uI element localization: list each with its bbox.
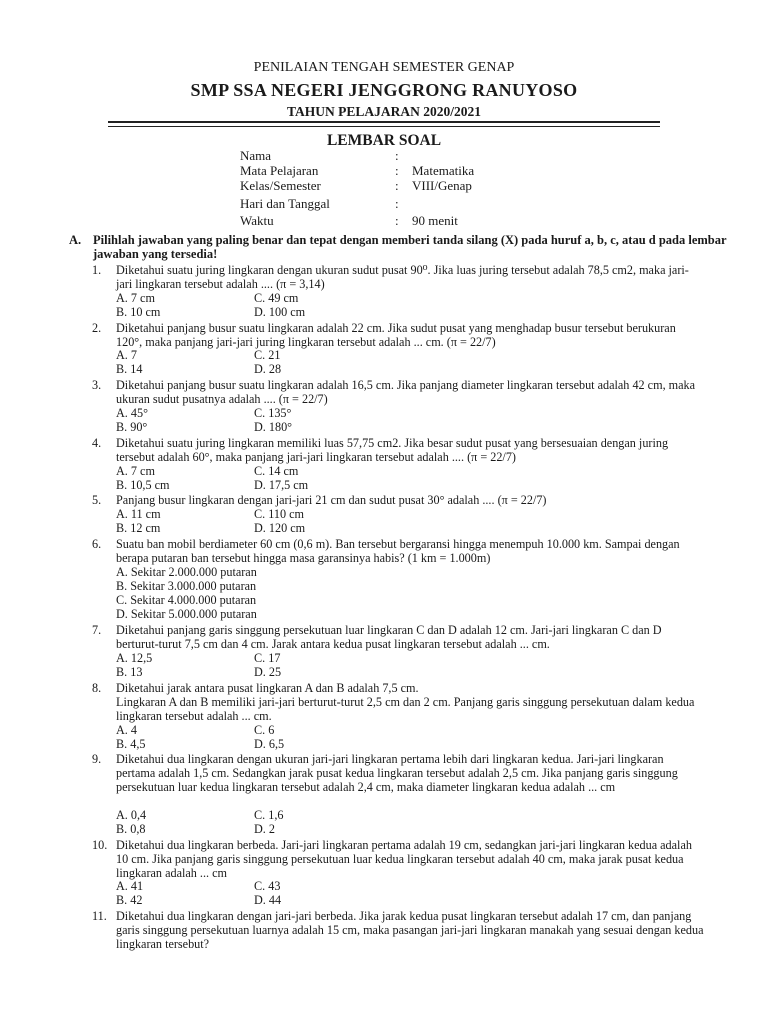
question-text: Diketahui dua lingkaran berbeda. Jari-jari lingkaran pertama adalah 19 cm, sedangkan jari-jari lingkaran kedua adalah 10 cm. Jika panjang garis singgung persekutuan luar kedua lingkaran tersebut adalah 40 cm, maka jarak pusat kedua lingkaran adalah ... cm bbox=[116, 838, 692, 880]
option-a: A. 4 bbox=[116, 723, 137, 737]
option-c: C. 49 cm bbox=[254, 291, 299, 305]
question-number: 2. bbox=[92, 321, 102, 335]
identity-colon: : bbox=[395, 148, 399, 163]
option-d: D. Sekitar 5.000.000 putaran bbox=[116, 607, 257, 621]
option-a: A. 7 bbox=[116, 348, 137, 362]
option-a: A. 41 bbox=[116, 879, 144, 893]
option-c: C. 135° bbox=[254, 406, 292, 420]
question-text: Diketahui jarak antara pusat lingkaran A dan B adalah 7,5 cm. bbox=[116, 681, 419, 695]
identity-label: Kelas/Semester bbox=[240, 178, 321, 193]
option-a: A. 11 cm bbox=[116, 507, 161, 521]
option-d: D. 17,5 cm bbox=[254, 478, 309, 492]
question-text: Diketahui suatu juring lingkaran memiliki luas 57,75 cm2. Jika besar sudut pusat yang bersesuaian dengan juring tersebut adalah 60°, maka panjang jari-jari lingkaran tersebut adalah .... (π = 22/7) bbox=[116, 436, 669, 464]
option-b: B. 0,8 bbox=[116, 822, 146, 836]
identity-label: Hari dan Tanggal bbox=[240, 196, 330, 211]
option-d: D. 44 bbox=[254, 893, 282, 907]
question-number: 4. bbox=[92, 436, 102, 450]
option-b: B. 42 bbox=[116, 893, 143, 907]
option-b: B. 14 bbox=[116, 362, 143, 376]
option-a: A. Sekitar 2.000.000 putaran bbox=[116, 565, 257, 579]
option-c: C. Sekitar 4.000.000 putaran bbox=[116, 593, 257, 607]
school-name-heading: SMP SSA NEGERI JENGGRONG RANUYOSO bbox=[190, 80, 578, 100]
section-letter: A. bbox=[69, 233, 82, 247]
identity-colon: : bbox=[395, 213, 399, 228]
option-d: D. 28 bbox=[254, 362, 282, 376]
option-d: D. 2 bbox=[254, 822, 275, 836]
sheet-title: LEMBAR SOAL bbox=[326, 132, 442, 149]
option-c: C. 21 bbox=[254, 348, 281, 362]
option-b: B. 90° bbox=[116, 420, 148, 434]
option-c: C. 14 cm bbox=[254, 464, 299, 478]
identity-label: Nama bbox=[240, 148, 272, 163]
option-c: C. 43 bbox=[254, 879, 281, 893]
section-instruction-text: Pilihlah jawaban yang paling benar dan tepat dengan memberi tanda silang (X) pada huruf a, b, c, atau d pada lembar jawaban yang tersedia! bbox=[93, 233, 727, 261]
option-b: B. 12 cm bbox=[116, 521, 161, 535]
option-d: D. 100 cm bbox=[254, 305, 306, 319]
question-text: Diketahui panjang busur suatu lingkaran adalah 22 cm. Jika sudut pusat yang menghadap busur tersebut berukuran 120°, maka panjang jari-jari juring lingkaran tersebut adalah ... cm. (π = 22/7) bbox=[116, 321, 676, 349]
option-a: A. 7 cm bbox=[116, 464, 155, 478]
option-c: C. 17 bbox=[254, 651, 281, 665]
question-number: 11. bbox=[92, 909, 107, 923]
question-number: 8. bbox=[92, 681, 102, 695]
question-text: Diketahui dua lingkaran dengan jari-jari berbeda. Jika jarak kedua pusat lingkaran tersebut adalah 17 cm, dan panjang garis singgung persekutuan luarnya adalah 15 cm, maka pasangan jari-jari lingkaran manakah yang sesuai dengan kedua lingkaran tersebut? bbox=[116, 909, 704, 951]
question-number: 7. bbox=[92, 623, 102, 637]
question-number: 5. bbox=[92, 493, 102, 507]
option-b: B. 10,5 cm bbox=[116, 478, 170, 492]
identity-value: Matematika bbox=[412, 163, 475, 178]
option-a: A. 45° bbox=[116, 406, 148, 420]
identity-label: Mata Pelajaran bbox=[240, 163, 319, 178]
identity-label: Waktu bbox=[240, 213, 274, 228]
question-number: 10. bbox=[92, 838, 108, 852]
option-d: D. 180° bbox=[254, 420, 293, 434]
option-b: B. 13 bbox=[116, 665, 143, 679]
option-b: B. Sekitar 3.000.000 putaran bbox=[116, 579, 257, 593]
option-a: A. 0,4 bbox=[116, 808, 147, 822]
header-rule-thin bbox=[108, 126, 660, 127]
identity-value: VIII/Genap bbox=[412, 178, 472, 193]
question-number: 1. bbox=[92, 263, 102, 277]
option-d: D. 6,5 bbox=[254, 737, 285, 751]
question-text: Panjang busur lingkaran dengan jari-jari 21 cm dan sudut pusat 30° adalah .... (π = 22/7) bbox=[116, 493, 547, 507]
question-text: Suatu ban mobil berdiameter 60 cm (0,6 m). Ban tersebut bergaransi hingga menempuh 10.000 km. Sampai dengan berapa putaran ban tersebut hingga masa garansinya habis? (1 km = 1.000m) bbox=[116, 537, 680, 565]
option-d: D. 25 bbox=[254, 665, 282, 679]
option-b: B. 4,5 bbox=[116, 737, 146, 751]
question-text: Diketahui dua lingkaran dengan ukuran jari-jari lingkaran pertama lebih dari lingkaran kedua. Jari-jari lingkaran pertama adalah 1,5 cm. Sedangkan jarak pusat kedua lingkaran tersebut adalah 2,5 cm. Jika panjang garis singgung persekutuan luar kedua lingkaran tersebut adalah 2,4 cm, maka diameter lingkaran kedua adalah ... cm bbox=[116, 752, 678, 794]
question-text: Diketahui suatu juring lingkaran dengan ukuran sudut pusat 90⁰. Jika luas juring tersebut adalah 78,5 cm2, maka jari-jari lingkaran tersebut adalah .... (π = 3,14) bbox=[116, 263, 689, 291]
option-c: C. 110 cm bbox=[254, 507, 304, 521]
option-c: C. 1,6 bbox=[254, 808, 284, 822]
question-text: Diketahui panjang garis singgung persekutuan luar lingkaran C dan D adalah 12 cm. Jari-jari lingkaran C dan D berturut-turut 7,5 cm dan 4 cm. Jarak antara kedua pusat lingkaran tersebut adalah ... cm. bbox=[116, 623, 662, 651]
identity-colon: : bbox=[395, 178, 399, 193]
option-b: B. 10 cm bbox=[116, 305, 161, 319]
option-a: A. 7 cm bbox=[116, 291, 155, 305]
exam-type-heading: PENILAIAN TENGAH SEMESTER GENAP bbox=[253, 60, 515, 75]
question-number: 6. bbox=[92, 537, 102, 551]
question-text-continued: Lingkaran A dan B memiliki jari-jari berturut-turut 2,5 cm dan 2 cm. Panjang garis singgung persekutuan dalam kedua lingkaran tersebut adalah ... cm. bbox=[116, 695, 695, 723]
identity-colon: : bbox=[395, 163, 399, 178]
identity-colon: : bbox=[395, 196, 399, 211]
header-rule-thick bbox=[108, 121, 660, 123]
option-c: C. 6 bbox=[254, 723, 275, 737]
question-text: Diketahui panjang busur suatu lingkaran adalah 16,5 cm. Jika panjang diameter lingkaran tersebut adalah 42 cm, maka ukuran sudut pusatnya adalah .... (π = 22/7) bbox=[116, 378, 696, 406]
identity-value: 90 menit bbox=[412, 213, 458, 228]
option-a: A. 12,5 bbox=[116, 651, 153, 665]
academic-year-heading: TAHUN PELAJARAN 2020/2021 bbox=[286, 104, 481, 119]
question-number: 9. bbox=[92, 752, 102, 766]
question-number: 3. bbox=[92, 378, 102, 392]
option-d: D. 120 cm bbox=[254, 521, 306, 535]
